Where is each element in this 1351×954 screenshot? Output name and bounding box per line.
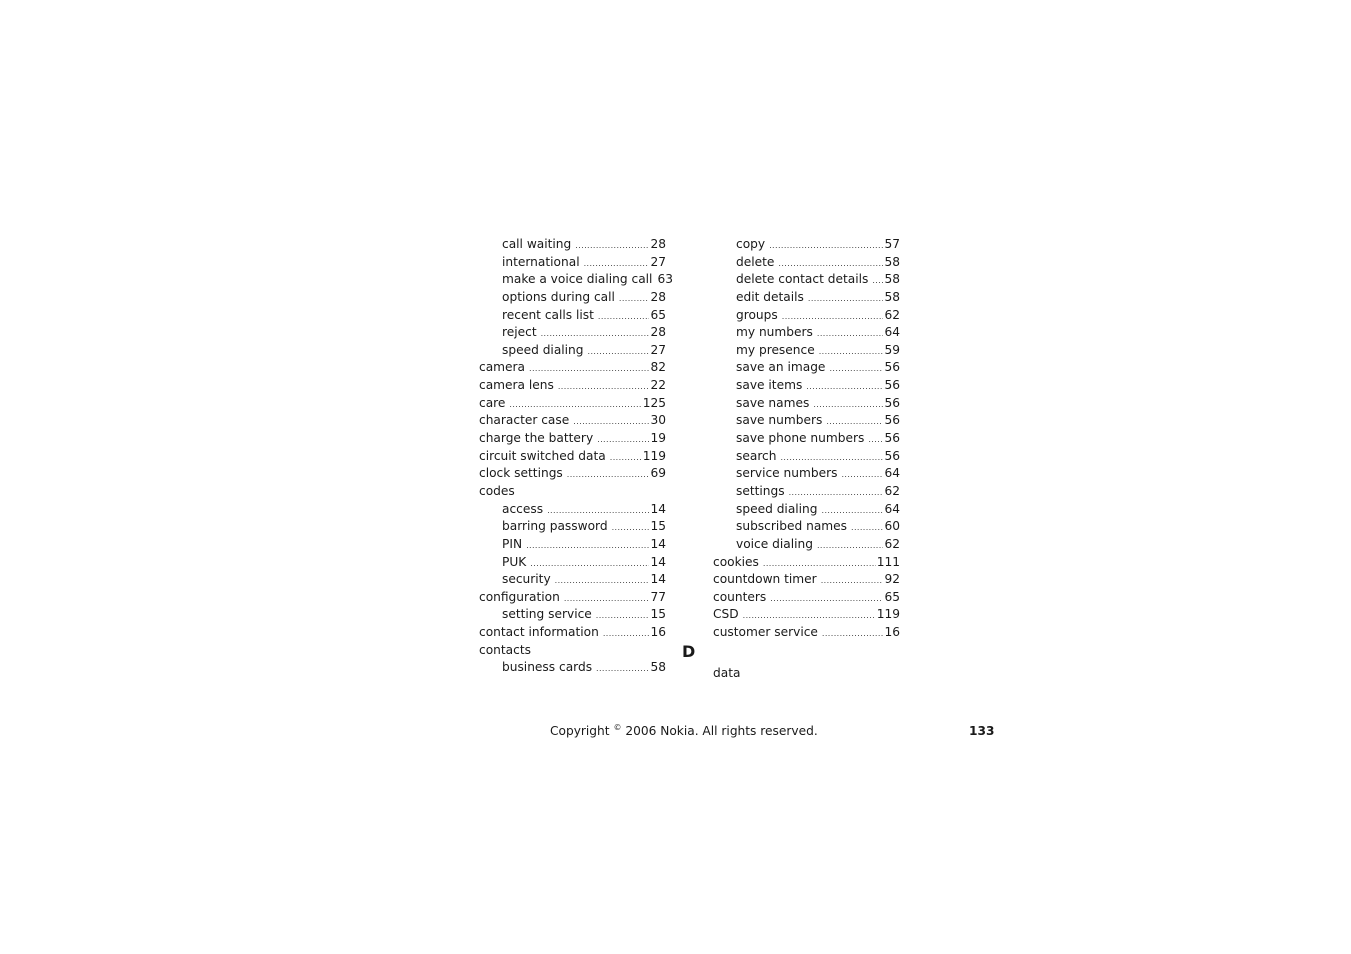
- index-page-number: 69: [650, 466, 666, 481]
- index-term: search: [736, 448, 777, 463]
- index-term: reject: [502, 325, 537, 340]
- index-entry: [479, 536, 666, 554]
- index-term: barring password: [502, 519, 608, 534]
- index-page-number: 58: [884, 272, 900, 287]
- dot-leader: [868, 431, 883, 449]
- index-entry: [713, 465, 900, 483]
- index-page-number: 14: [650, 554, 666, 569]
- dot-leader: [603, 625, 650, 643]
- index-entry: [713, 412, 900, 430]
- dot-leader: [573, 413, 649, 431]
- index-term: PIN: [502, 536, 523, 551]
- dot-leader: [558, 378, 650, 396]
- index-term: make a voice dialing call: [502, 272, 653, 287]
- index-entry: [479, 236, 666, 254]
- index-entry: [713, 624, 900, 642]
- index-entry: [713, 554, 900, 572]
- index-term: security: [502, 572, 551, 587]
- dot-leader: [778, 255, 883, 273]
- index-entry: [479, 359, 666, 377]
- index-page-number: 56: [884, 431, 900, 446]
- dot-leader: [826, 413, 883, 431]
- index-term: save names: [736, 395, 810, 410]
- index-entry: [479, 342, 666, 360]
- index-entry: [479, 554, 666, 572]
- dot-leader: [597, 431, 649, 449]
- dot-leader: [598, 308, 650, 326]
- dot-leader: [588, 343, 650, 361]
- index-term: cookies: [713, 554, 759, 569]
- dot-leader: [780, 449, 883, 467]
- index-page-number: 14: [650, 501, 666, 516]
- index-page-number: 62: [884, 307, 900, 322]
- index-entry: [713, 518, 900, 536]
- dot-leader: [817, 537, 884, 555]
- index-column-right: [713, 236, 900, 642]
- dot-leader: [541, 325, 650, 343]
- index-section-letter: D: [682, 642, 696, 661]
- index-entry: [479, 324, 666, 342]
- index-entry: [713, 430, 900, 448]
- index-term: camera lens: [479, 378, 554, 393]
- index-term: configuration: [479, 589, 560, 604]
- dot-leader: [806, 378, 883, 396]
- dot-leader: [819, 343, 884, 361]
- dot-leader: [817, 325, 884, 343]
- index-term: delete contact details: [736, 272, 869, 287]
- index-page-number: 58: [884, 289, 900, 304]
- index-page-number: 56: [884, 360, 900, 375]
- index-term: groups: [736, 307, 778, 322]
- index-term: edit details: [736, 289, 804, 304]
- dot-leader: [782, 308, 884, 326]
- dot-leader: [529, 360, 649, 378]
- index-term: countdown timer: [713, 572, 817, 587]
- index-page-number: 57: [884, 237, 900, 251]
- index-page-number: 62: [884, 483, 900, 498]
- index-term: access: [502, 501, 544, 516]
- dot-leader: [596, 607, 650, 625]
- index-page-number: 59: [884, 342, 900, 357]
- index-term: circuit switched data: [479, 448, 606, 463]
- dot-leader: [822, 625, 884, 643]
- index-page-number: 60: [884, 519, 900, 534]
- copyright-suffix: 2006 Nokia. All rights reserved.: [625, 724, 818, 738]
- index-entry: [713, 606, 900, 624]
- dot-leader: [584, 255, 650, 273]
- index-page-number: 63: [657, 272, 673, 287]
- index-term: recent calls list: [502, 307, 594, 322]
- index-term: charge the battery: [479, 431, 594, 446]
- index-entry: [713, 289, 900, 307]
- page-number: 133: [969, 724, 995, 738]
- index-entry: [479, 430, 666, 448]
- dot-leader: [567, 466, 650, 484]
- dot-leader: [596, 660, 649, 678]
- index-page-number: 22: [650, 378, 666, 393]
- index-term: camera: [479, 360, 526, 375]
- index-page-number: 56: [884, 448, 900, 463]
- index-page-number: 14: [650, 536, 666, 551]
- index-entry: [479, 412, 666, 430]
- dot-leader: [821, 572, 884, 590]
- dot-leader: [619, 290, 650, 308]
- index-entry: [479, 483, 666, 501]
- index-entry: [479, 254, 666, 272]
- index-entry: [479, 624, 666, 642]
- dot-leader: [526, 537, 649, 555]
- index-term: save numbers: [736, 413, 823, 428]
- dot-leader: [612, 519, 650, 537]
- index-term: codes: [479, 483, 515, 498]
- index-term: CSD: [713, 607, 739, 622]
- index-page-number: 56: [884, 413, 900, 428]
- index-term: counters: [713, 589, 767, 604]
- index-term: customer service: [713, 625, 818, 640]
- index-page-number: 64: [884, 466, 900, 481]
- index-page-number: 119: [642, 448, 666, 463]
- index-entry: [479, 606, 666, 624]
- index-entry: [713, 377, 900, 395]
- copyright-prefix: Copyright: [550, 724, 610, 738]
- index-term: care: [479, 395, 506, 410]
- dot-leader: [564, 590, 650, 608]
- index-entry: [479, 642, 666, 660]
- index-term: settings: [736, 483, 785, 498]
- index-term: speed dialing: [502, 342, 584, 357]
- index-entry: [479, 271, 673, 289]
- index-page-number: 77: [650, 589, 666, 604]
- dot-leader: [808, 290, 884, 308]
- index-page-number: 56: [884, 395, 900, 410]
- dot-leader: [769, 237, 883, 255]
- index-term: business cards: [502, 660, 593, 675]
- index-term: subscribed names: [736, 519, 848, 534]
- index-entry: [479, 465, 666, 483]
- index-term: clock settings: [479, 466, 563, 481]
- index-entry: [713, 271, 900, 289]
- index-term: save phone numbers: [736, 431, 865, 446]
- index-entry-data: data: [713, 666, 741, 680]
- index-entry: [479, 377, 666, 395]
- index-entry: [713, 501, 900, 519]
- dot-leader: [575, 237, 649, 255]
- dot-leader: [851, 519, 883, 537]
- index-entry: [713, 483, 900, 501]
- index-entry: [479, 501, 666, 519]
- dot-leader: [555, 572, 650, 590]
- dot-leader: [829, 360, 883, 378]
- index-page-number: 15: [650, 519, 666, 534]
- index-term: PUK: [502, 554, 527, 569]
- index-term: copy: [736, 237, 766, 251]
- index-page-number: 28: [650, 325, 666, 340]
- index-page-number: 58: [650, 660, 666, 675]
- index-entry: [479, 307, 666, 325]
- index-term: call waiting: [502, 237, 572, 251]
- index-entry: [479, 589, 666, 607]
- index-page-number: 65: [884, 589, 900, 604]
- index-term: speed dialing: [736, 501, 818, 516]
- index-entry: [479, 289, 666, 307]
- index-term: international: [502, 254, 580, 269]
- index-entry: [713, 236, 900, 254]
- index-entry: [713, 342, 900, 360]
- dot-leader: [509, 396, 641, 414]
- index-page-number: 65: [650, 307, 666, 322]
- index-entry: [713, 571, 900, 589]
- index-page-number: 111: [876, 554, 900, 569]
- dot-leader: [841, 466, 883, 484]
- index-term: setting service: [502, 607, 592, 622]
- dot-leader: [547, 502, 649, 520]
- index-page-number: 56: [884, 378, 900, 393]
- index-term: contacts: [479, 642, 531, 657]
- footer-copyright: [550, 722, 818, 740]
- index-entry: [713, 589, 900, 607]
- index-term: contact information: [479, 625, 599, 640]
- index-entry: [479, 448, 666, 466]
- dot-leader: [530, 555, 649, 573]
- index-page-number: 19: [650, 431, 666, 446]
- index-entry: [713, 254, 900, 272]
- index-entry: [479, 571, 666, 589]
- index-page-number: 62: [884, 536, 900, 551]
- index-page-number: 16: [884, 625, 900, 640]
- index-entry: [713, 324, 900, 342]
- dot-leader: [872, 272, 883, 290]
- index-page-number: 119: [876, 607, 900, 622]
- index-term: service numbers: [736, 466, 838, 481]
- index-term: delete: [736, 254, 775, 269]
- index-page-number: 28: [650, 289, 666, 304]
- index-entry: [479, 395, 666, 413]
- index-entry: [713, 395, 900, 413]
- dot-leader: [770, 590, 883, 608]
- index-term: my numbers: [736, 325, 813, 340]
- index-column-left: [479, 236, 673, 677]
- index-term: voice dialing: [736, 536, 813, 551]
- index-page-number: 125: [642, 395, 666, 410]
- index-page-number: 16: [650, 625, 666, 640]
- dot-leader: [822, 502, 884, 520]
- dot-leader: [813, 396, 883, 414]
- index-page-number: 27: [650, 254, 666, 269]
- index-page-number: 58: [884, 254, 900, 269]
- index-entry: [713, 536, 900, 554]
- index-page-number: 14: [650, 572, 666, 587]
- index-term: my presence: [736, 342, 815, 357]
- index-entry: [479, 659, 666, 677]
- index-term: options during call: [502, 289, 615, 304]
- index-entry: [713, 359, 900, 377]
- dot-leader: [789, 484, 884, 502]
- index-entry: [479, 518, 666, 536]
- index-term: save items: [736, 378, 803, 393]
- index-page-number: 30: [650, 413, 666, 428]
- index-page-number: 64: [884, 325, 900, 340]
- dot-leader: [610, 449, 642, 467]
- index-term: save an image: [736, 360, 826, 375]
- dot-leader: [763, 555, 876, 573]
- index-page-number: 28: [650, 237, 666, 251]
- index-entry: [713, 307, 900, 325]
- index-page-number: 64: [884, 501, 900, 516]
- index-page-number: 82: [650, 360, 666, 375]
- index-page-number: 27: [650, 342, 666, 357]
- index-entry: [713, 448, 900, 466]
- dot-leader: [743, 607, 876, 625]
- index-term: character case: [479, 413, 570, 428]
- index-page-number: 15: [650, 607, 666, 622]
- index-page-number: 92: [884, 572, 900, 587]
- copyright-symbol: ©: [613, 722, 622, 732]
